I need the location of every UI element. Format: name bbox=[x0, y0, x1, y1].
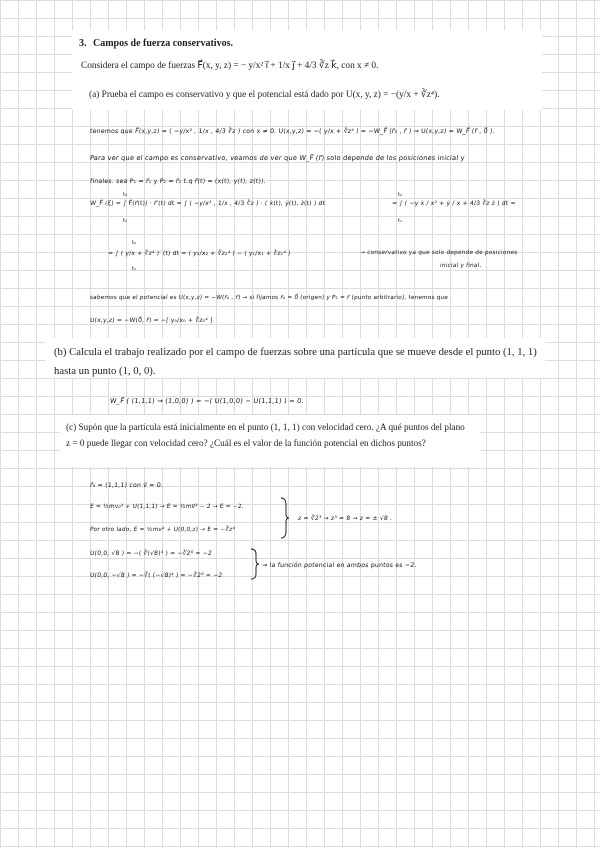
hw-c-result: z = ∛2³ → z³ = 8 → z = ± √8 . bbox=[297, 515, 393, 522]
part-c-text: (c) Supón que la partícula está inicialmente en el punto (1, 1, 1) con velocidad cero. ¿A qué puntos del plano z = 0 puede llegar con velocidad cero? ¿Cuál es el valor de la función potencial en dichos puntos? bbox=[66, 422, 465, 448]
problem-title: Campos de fuerza conservativos. bbox=[93, 38, 233, 49]
hw-a-line-3: finales. sea P₁ = r⃗₁ y P₂ = r⃗₂ t.q r⃗(t) = (x(t), y(t), z(t)). bbox=[89, 178, 267, 185]
hw-a-line-4-right: = ∫ ( −y ẋ / x² + ẏ / x + 4/3 ∛z ż ) dt = bbox=[391, 200, 517, 207]
right-brace-icon bbox=[280, 497, 290, 539]
hw-c-line-5: U(0,0, −√8 ) = −∛( (−√8)⁴ ) = −∛2⁶ = −2 bbox=[89, 572, 223, 579]
hw-a-line-2: Para ver que el campo es conservativo, veamos de ver que W_F⃗ (r⃗) solo depende de los posiciones inicial y bbox=[89, 154, 466, 162]
hw-a-line-5-left: = ∫ ( y/x + ∛z⁴ )′ (t) dt = ( y₂/x₂ + ∛z₂⁴ ) − ( y₁/x₁ + ∛z₁⁴ ) bbox=[107, 250, 291, 257]
int-limit-upper-1: t₂ bbox=[123, 192, 128, 198]
hw-a-line-6: sabemos que el potencial es U(x,y,z) = −W(r⃗₀ , r⃗) → si fijamos r⃗₀ = 0⃗ (origen) y P₂ = r⃗ (punto arbitrario), tenemos que bbox=[89, 295, 449, 301]
part-a-text: (a) Prueba el campo es conservativo y que el potencial está dado por U(x, y, z) = −(y/x + ∛z⁴). bbox=[89, 90, 440, 100]
hw-a-line-1: tenemos que F⃗(x,y,z) = ( −y/x² , 1/x , 4/3 ∛z ) con x ≠ 0. U(x,y,z) = −( y/x + ∛z⁴ ) = −W_F⃗ (r⃗₀ , r⃗ ) → U(x,y,z) = W_F⃗ (r⃗ , 0⃗ ). bbox=[89, 128, 496, 135]
hw-a-line-7: U(x,y,z) = −W(0⃗, r⃗) = −[ y₀/x₀ + ∛z₀⁴ ] bbox=[89, 317, 213, 324]
problem-statement: Considera el campo de fuerzas F⃗(x, y, z) = − y/x² i⃗ + 1/x j⃗ + 4/3 ∛z k⃗, con x ≠ 0. bbox=[81, 61, 379, 71]
int-limit-upper-3: t₂ bbox=[132, 240, 137, 246]
hw-b-line-1: W_F⃗ ( (1,1,1) → (1,0,0) ) = −( U(1,0,0) − U(1,1,1) ) = 0. bbox=[109, 397, 305, 405]
int-limit-lower-2: t₁ bbox=[398, 218, 403, 224]
int-limit-upper-2: t₂ bbox=[398, 192, 403, 198]
problem-number: 3. bbox=[79, 38, 87, 49]
hw-a-line-4-left: W_F⃗ (ξ) = ∫ F⃗(r⃗(t)) · r⃗′(t) dt = ∫ ( −y/x² , 1/x , 4/3 ∛z ) · ( ẋ(t), ẏ(t), ż(t) ) dt bbox=[89, 200, 326, 207]
hw-c-line-4: U(0,0, √8 ) = −( ∛(√8)⁴ ) = −∛2⁶ = −2 bbox=[89, 550, 213, 557]
hw-c-line-3: Por otro lado, E = ½mv² + U(0,0,z) → E = −∛z⁴ bbox=[89, 527, 236, 533]
hw-a-note-1: → conservativo ya que solo depende de posiciones bbox=[359, 250, 518, 256]
int-limit-lower-3: t₁ bbox=[132, 266, 137, 272]
hw-c-line-1: r⃗₀ = (1,1,1) con v⃗ = 0. bbox=[89, 482, 164, 489]
hw-c-conclusion: → la función potencial en ambos puntos es −2. bbox=[261, 562, 417, 569]
hw-c-line-2: E = ½mv₀² + U(1,1,1) → E = ½mv⃗² − 2 → E = −2. bbox=[89, 504, 245, 510]
right-brace-icon-2 bbox=[250, 548, 260, 580]
hw-a-note-2: inicial y final. bbox=[439, 263, 482, 269]
part-b-text: (b) Calcula el trabajo realizado por el campo de fuerzas sobre una partícula que se mueve desde el punto (1, 1, 1) hasta un punto (1, 0, 0). bbox=[54, 346, 537, 377]
int-limit-lower-1: t₁ bbox=[123, 218, 128, 224]
